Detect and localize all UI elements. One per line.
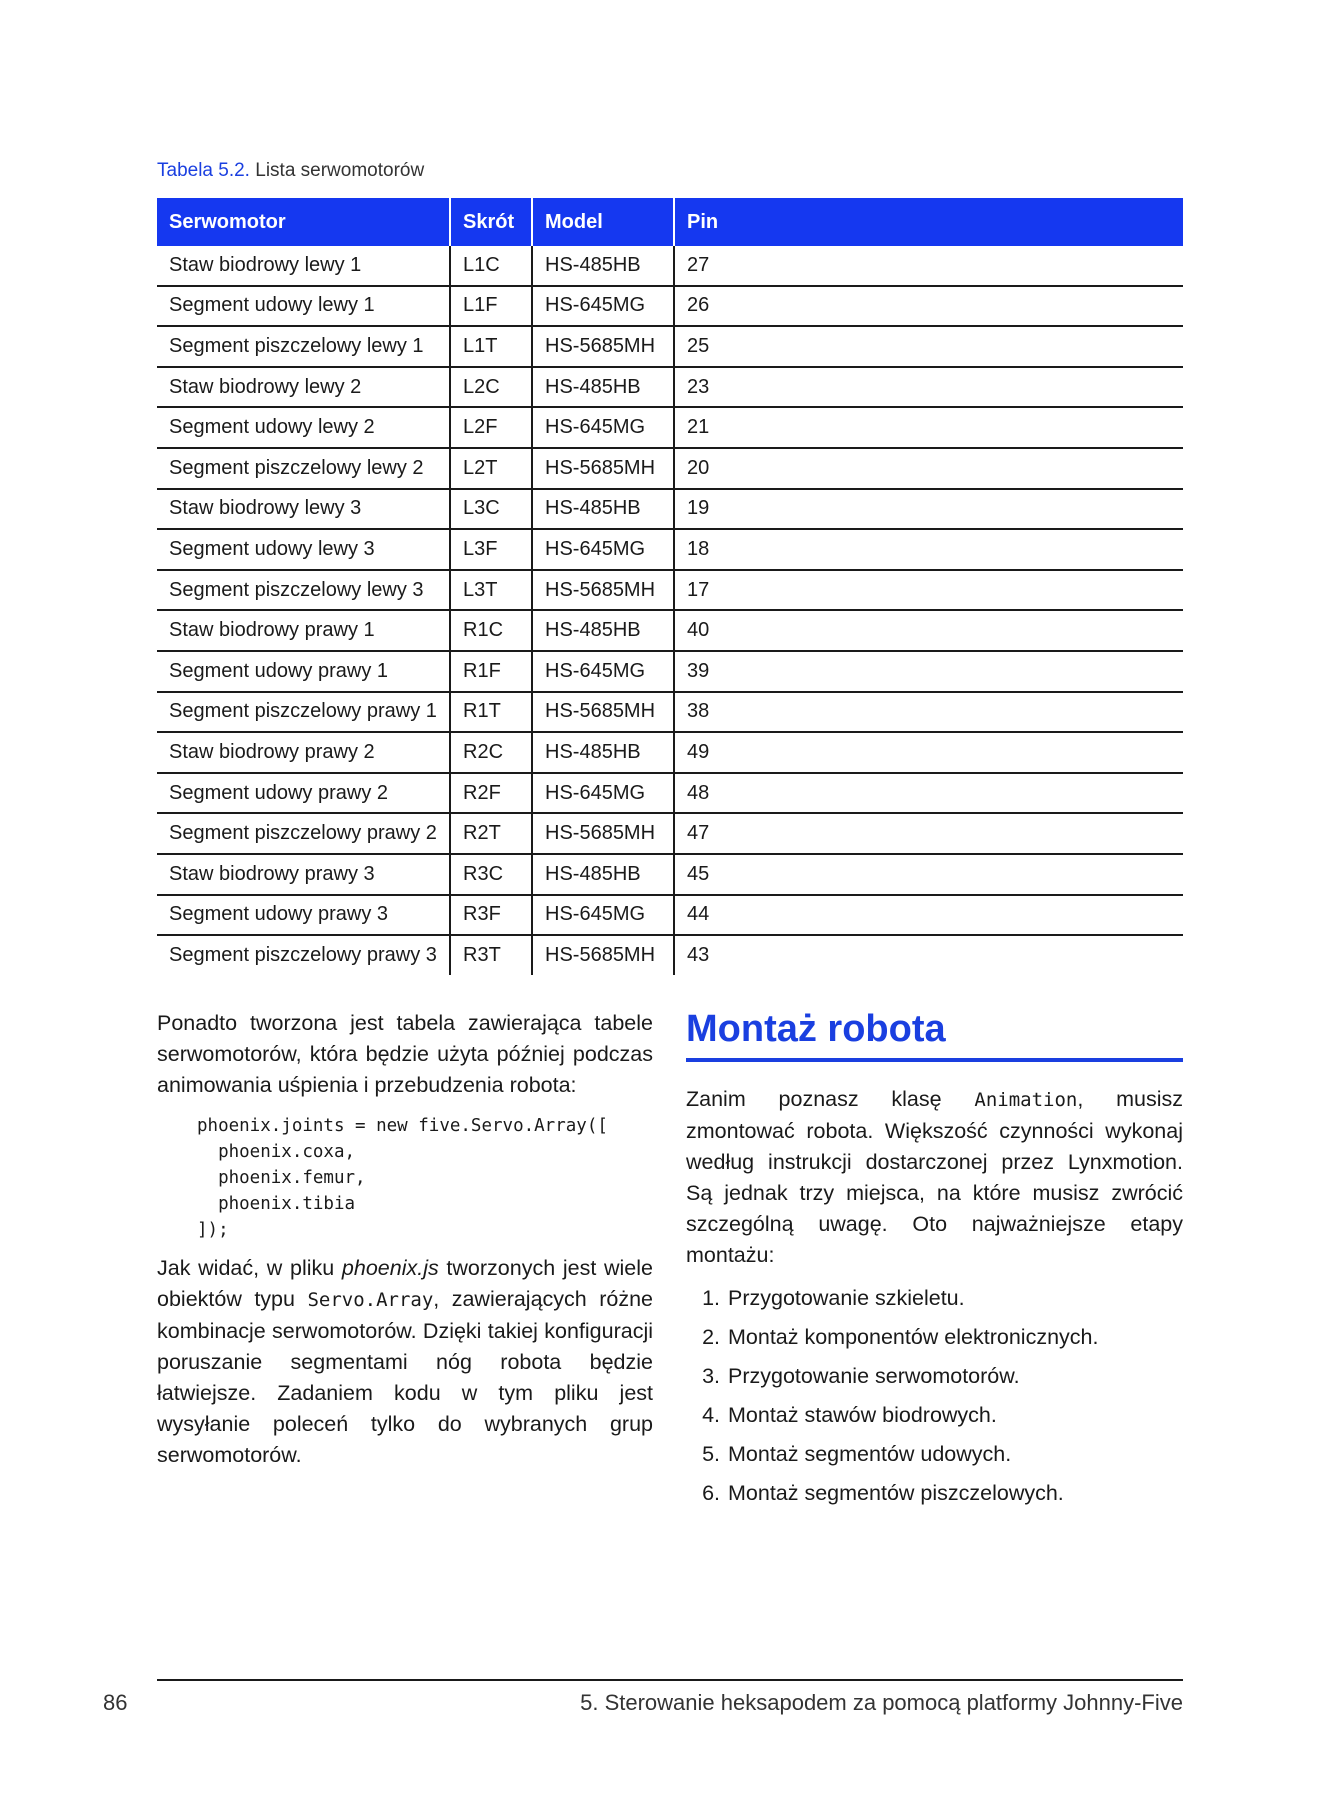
file-name: phoenix.js: [341, 1256, 439, 1280]
cell-pin: 25: [674, 326, 1183, 367]
cell-skrot: R1C: [450, 610, 532, 651]
section-text-a: Zanim poznasz klasę: [686, 1087, 975, 1111]
cell-skrot: R3C: [450, 854, 532, 895]
cell-pin: 21: [674, 407, 1183, 448]
table-row: [157, 813, 1183, 854]
list-item: 2. Montaż komponentów elektronicznych.: [726, 1318, 1183, 1357]
list-item: 6. Montaż segmentów piszczelowych.: [726, 1474, 1183, 1513]
cell-skrot: L2F: [450, 407, 532, 448]
table-row: [157, 448, 1183, 489]
section-text-b: , musisz zmontować robota. Większość czynności wykonaj według instrukcji dostarczonej przez Lynxmotion. Są jednak trzy miejsca, na które musisz zwrócić szczególną uwagę. Oto najważniejsze etapy montażu:: [686, 1087, 1183, 1267]
header-skrot: Skrót: [450, 198, 532, 246]
cell-pin: 27: [674, 246, 1183, 286]
table-row: [157, 854, 1183, 895]
cell-pin: 48: [674, 773, 1183, 814]
table-caption-number: Tabela 5.2.: [157, 160, 250, 181]
table-row: [157, 286, 1183, 327]
list-item: 5. Montaż segmentów udowych.: [726, 1435, 1183, 1474]
cell-serwomotor: Staw biodrowy lewy 3: [157, 489, 450, 530]
cell-pin: 23: [674, 367, 1183, 408]
cell-model: HS-645MG: [532, 895, 674, 936]
explanation-text-c: , zawierających różne kombinacje serwomotorów. Dzięki takiej konfiguracji poruszanie segmentami nóg robota będzie łatwiejsze. Zadaniem kodu w tym pliku jest wysyłanie poleceń tylko do wybranych grup serwomotorów.: [157, 1287, 653, 1467]
list-item: 1. Przygotowanie szkieletu.: [726, 1279, 1183, 1318]
servo-table: [157, 198, 1183, 975]
cell-model: HS-645MG: [532, 286, 674, 327]
table-row: [157, 895, 1183, 936]
header-model: Model: [532, 198, 674, 246]
cell-skrot: L3F: [450, 529, 532, 570]
cell-model: HS-5685MH: [532, 935, 674, 975]
cell-serwomotor: Segment udowy lewy 3: [157, 529, 450, 570]
cell-model: HS-5685MH: [532, 570, 674, 611]
table-row: [157, 246, 1183, 286]
table-row: [157, 570, 1183, 611]
cell-serwomotor: Segment udowy lewy 1: [157, 286, 450, 327]
table-caption: [157, 160, 424, 182]
cell-skrot: L3C: [450, 489, 532, 530]
cell-skrot: R3F: [450, 895, 532, 936]
header-serwomotor: Serwomotor: [157, 198, 450, 246]
cell-model: HS-485HB: [532, 854, 674, 895]
inline-code-animation: Animation: [974, 1089, 1078, 1111]
table-row: [157, 651, 1183, 692]
cell-skrot: L3T: [450, 570, 532, 611]
cell-skrot: R1T: [450, 692, 532, 733]
cell-model: HS-485HB: [532, 489, 674, 530]
cell-model: HS-485HB: [532, 610, 674, 651]
table-row: [157, 326, 1183, 367]
table-row: [157, 610, 1183, 651]
cell-skrot: L2C: [450, 367, 532, 408]
table-caption-text: Lista serwomotorów: [255, 160, 425, 181]
running-title: 5. Sterowanie heksapodem za pomocą platformy Johnny-Five: [580, 1690, 1183, 1715]
cell-serwomotor: Segment udowy prawy 1: [157, 651, 450, 692]
cell-skrot: L1T: [450, 326, 532, 367]
cell-pin: 40: [674, 610, 1183, 651]
intro-paragraph: Ponadto tworzona jest tabela zawierająca tabele serwomotorów, która będzie użyta później podczas animowania uśpienia i przebudzenia robota:: [157, 1011, 653, 1097]
section-heading: Montaż robota: [686, 1006, 1183, 1062]
list-item: 4. Montaż stawów biodrowych.: [726, 1396, 1183, 1435]
table-row: [157, 732, 1183, 773]
footer-rule: [157, 1679, 1183, 1681]
cell-skrot: R1F: [450, 651, 532, 692]
cell-model: HS-5685MH: [532, 692, 674, 733]
header-pin: Pin: [674, 198, 1183, 246]
cell-model: HS-645MG: [532, 651, 674, 692]
table-row: [157, 692, 1183, 733]
explanation-text-b: tworzonych jest wiele obiektów typu: [157, 1256, 653, 1311]
explanation-text-a: Jak widać, w pliku: [157, 1256, 342, 1280]
cell-serwomotor: Segment udowy prawy 2: [157, 773, 450, 814]
assembly-steps-list: [686, 1279, 1183, 1513]
list-item: 3. Przygotowanie serwomotorów.: [726, 1357, 1183, 1396]
cell-model: HS-645MG: [532, 773, 674, 814]
right-column: [686, 1006, 1183, 1513]
cell-skrot: R2C: [450, 732, 532, 773]
cell-serwomotor: Segment piszczelowy prawy 2: [157, 813, 450, 854]
cell-model: HS-645MG: [532, 407, 674, 448]
explanation-paragraph: [157, 1253, 653, 1471]
cell-pin: 47: [674, 813, 1183, 854]
table-row: [157, 529, 1183, 570]
cell-model: HS-485HB: [532, 732, 674, 773]
table-body: [157, 246, 1183, 975]
cell-serwomotor: Segment udowy prawy 3: [157, 895, 450, 936]
cell-pin: 19: [674, 489, 1183, 530]
cell-pin: 39: [674, 651, 1183, 692]
left-column: [157, 1008, 653, 1471]
cell-serwomotor: Segment piszczelowy lewy 2: [157, 448, 450, 489]
cell-serwomotor: Segment piszczelowy lewy 1: [157, 326, 450, 367]
cell-serwomotor: Staw biodrowy lewy 1: [157, 246, 450, 286]
cell-skrot: L1F: [450, 286, 532, 327]
table-header-row: [157, 198, 1183, 246]
cell-model: HS-5685MH: [532, 326, 674, 367]
cell-skrot: L2T: [450, 448, 532, 489]
cell-serwomotor: Segment udowy lewy 2: [157, 407, 450, 448]
cell-pin: 49: [674, 732, 1183, 773]
cell-skrot: L1C: [450, 246, 532, 286]
cell-pin: 26: [674, 286, 1183, 327]
cell-serwomotor: Segment piszczelowy prawy 3: [157, 935, 450, 975]
cell-model: HS-485HB: [532, 246, 674, 286]
cell-pin: 43: [687, 943, 710, 966]
cell-serwomotor: Staw biodrowy prawy 3: [157, 854, 450, 895]
cell-pin: 38: [674, 692, 1183, 733]
cell-serwomotor: Staw biodrowy prawy 1: [157, 610, 450, 651]
table-row: [157, 407, 1183, 448]
cell-skrot: R3T: [450, 935, 532, 975]
table-row: [157, 935, 1183, 975]
cell-serwomotor: Staw biodrowy prawy 2: [157, 732, 450, 773]
section-paragraph: [686, 1084, 1183, 1271]
cell-serwomotor: Segment piszczelowy lewy 3: [157, 570, 450, 611]
table-row: [157, 367, 1183, 408]
table-row: [157, 773, 1183, 814]
cell-skrot: R2F: [450, 773, 532, 814]
cell-model: HS-5685MH: [532, 448, 674, 489]
cell-skrot: R2T: [450, 813, 532, 854]
cell-pin: 18: [674, 529, 1183, 570]
inline-code-servo-array: Servo.Array: [307, 1289, 434, 1311]
cell-pin: 44: [674, 895, 1183, 936]
cell-pin: 17: [674, 570, 1183, 611]
table-row: [157, 489, 1183, 530]
code-block: phoenix.joints = new five.Servo.Array([ phoenix.coxa, phoenix.femur, phoenix.tibia ]);: [197, 1116, 608, 1240]
cell-model: HS-485HB: [532, 367, 674, 408]
cell-pin: 20: [674, 448, 1183, 489]
cell-model: HS-5685MH: [532, 813, 674, 854]
cell-serwomotor: Staw biodrowy lewy 2: [157, 367, 450, 408]
cell-model: HS-645MG: [532, 529, 674, 570]
page-number: 86: [103, 1690, 128, 1715]
cell-serwomotor: Segment piszczelowy prawy 1: [157, 692, 450, 733]
cell-pin: 45: [674, 854, 1183, 895]
